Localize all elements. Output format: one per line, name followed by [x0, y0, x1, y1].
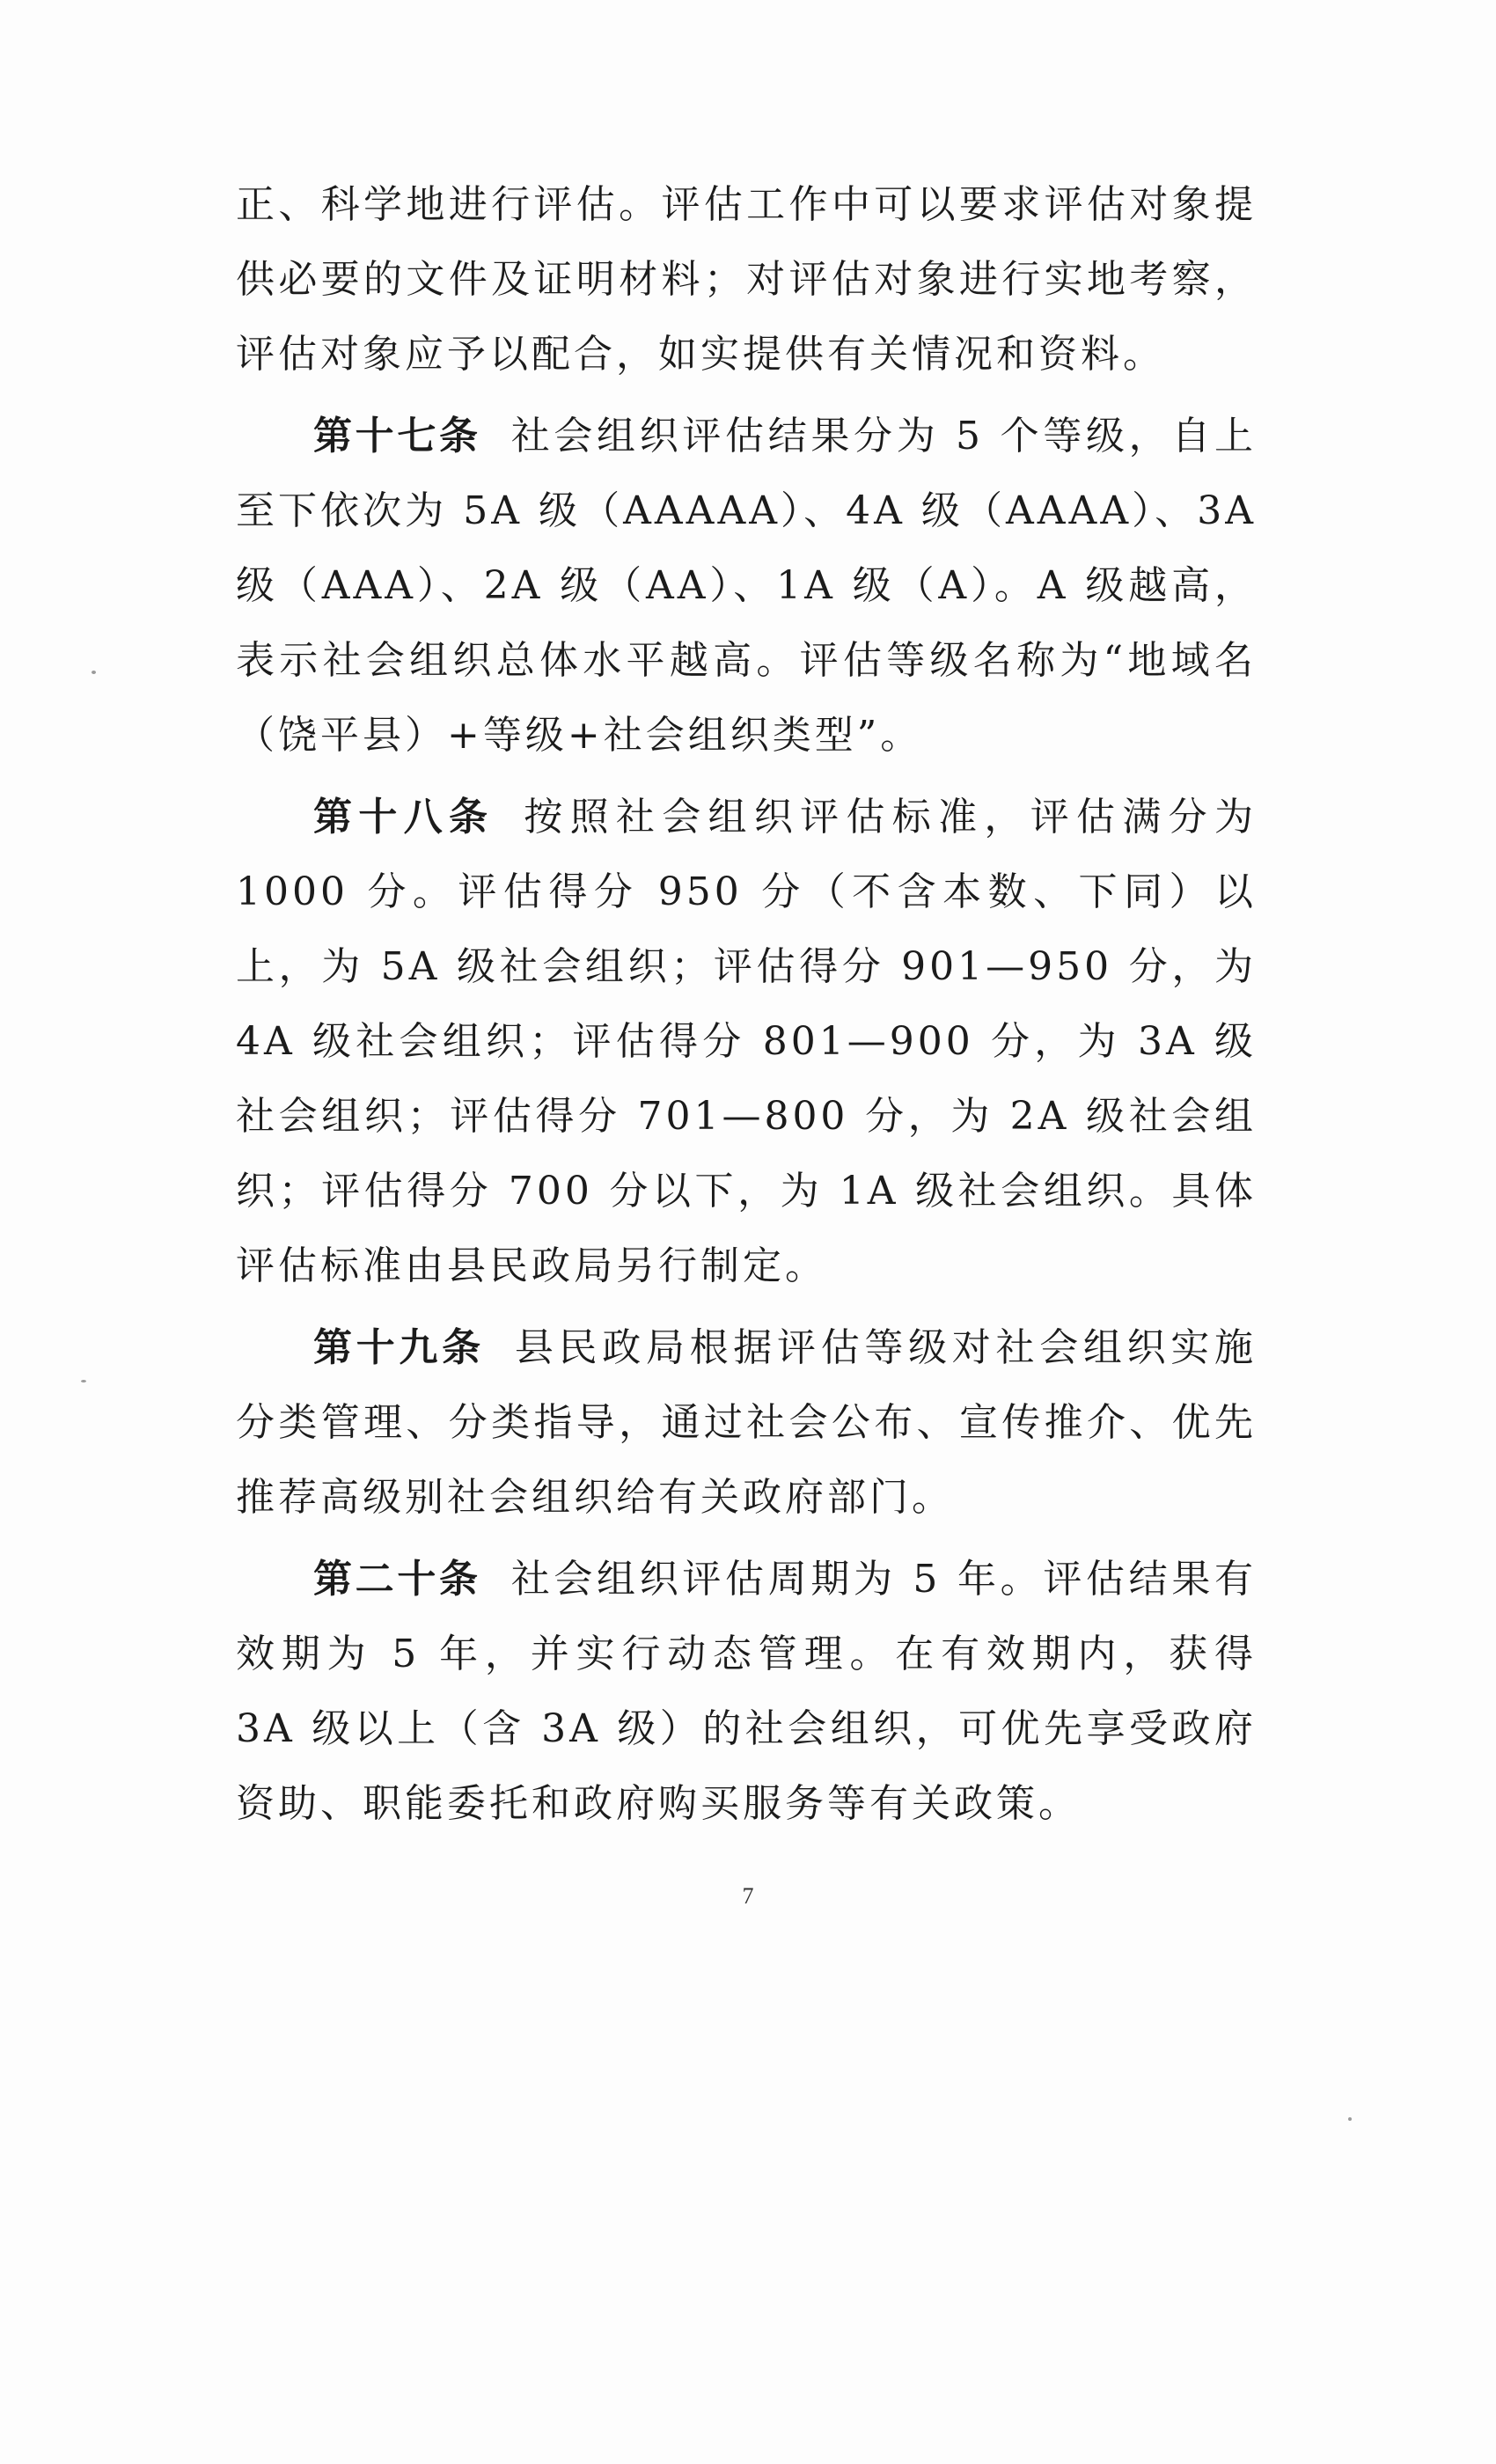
scan-speck — [81, 1380, 86, 1382]
article-title: 第二十条 — [313, 1557, 481, 1602]
article-19 — [236, 1310, 1257, 1535]
page-number: 7 — [742, 1883, 754, 1909]
article-text: 按照社会组织评估标准，评估满分为 1000 分。评估得分 950 分（不含本数、下同）以上，为 5A 级社会组织；评估得分 901—950 分，为 4A 级社会组织；评估得分 801—900 分，为 3A 级社会组织；评估得分 701—800 分，为 2A 级社会组织；评估得分 700 分以下，为 1A 级社会组织。具体评估标准由县民政局另行制定。 — [236, 795, 1258, 1288]
scan-speck — [92, 671, 96, 674]
document-body — [236, 167, 1257, 1848]
article-20 — [236, 1542, 1257, 1841]
article-text: 社会组织评估周期为 5 年。评估结果有效期为 5 年，并实行动态管理。在有效期内，获得 3A 级以上（含 3A 级）的社会组织，可优先享受政府资助、职能委托和政府购买服务等有关政策。 — [236, 1557, 1258, 1826]
article-17 — [236, 399, 1257, 773]
paragraph-continuation — [236, 167, 1257, 392]
article-title: 第十七条 — [313, 414, 481, 458]
paragraph-text: 正、科学地进行评估。评估工作中可以要求评估对象提供必要的文件及证明材料；对评估对象进行实地考察，评估对象应予以配合，如实提供有关情况和资料。 — [236, 182, 1257, 377]
article-text: 县民政局根据评估等级对社会组织实施分类管理、分类指导，通过社会公布、宣传推介、优先推荐高级别社会组织给有关政府部门。 — [236, 1325, 1258, 1520]
scan-speck — [1348, 2117, 1352, 2121]
article-title: 第十八条 — [313, 795, 495, 840]
article-18 — [236, 780, 1257, 1303]
article-text: 社会组织评估结果分为 5 个等级，自上至下依次为 5A 级（AAAAA）、4A 级（AAAA）、3A 级（AAA）、2A 级（AA）、1A 级（A）。A 级越高，表示社会组织总体水平越高。评估等级名称为“地域名（饶平县）+等级+社会组织类型”。 — [236, 414, 1258, 758]
article-title: 第十九条 — [313, 1325, 485, 1370]
